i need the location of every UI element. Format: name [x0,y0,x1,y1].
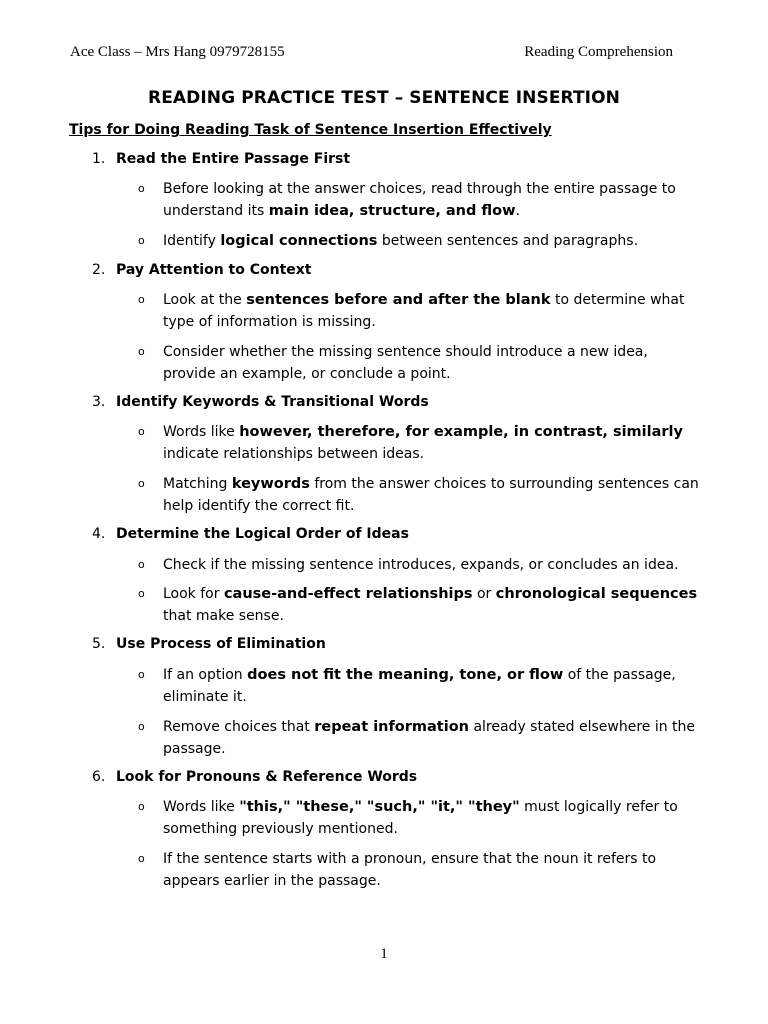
tip-number: 2. [92,262,106,278]
bullet-marker: o [138,425,145,438]
bullet-marker: o [138,477,145,490]
tip-number: 6. [92,769,106,785]
bullet-marker: o [138,587,145,600]
tip-heading-text: Pay Attention to Context [116,262,312,278]
bullet-marker: o [138,234,145,247]
bullet-marker: o [138,852,145,865]
tip-number: 5. [92,636,106,652]
tip-heading-text: Identify Keywords & Transitional Words [116,394,429,410]
bullet-marker: o [138,293,145,306]
bullet-marker: o [138,558,145,571]
bullet-marker: o [138,345,145,358]
page-title: READING PRACTICE TEST – SENTENCE INSERTION [148,88,620,108]
tip-3-heading [92,394,429,410]
tip-heading-text: Use Process of Elimination [116,636,326,652]
header-left: Ace Class – Mrs Hang 0979728155 [70,44,285,60]
bullet-marker: o [138,668,145,681]
header-right: Reading Comprehension [524,44,673,60]
tip-heading-text: Look for Pronouns & Reference Words [116,769,418,785]
tip-number: 3. [92,394,106,410]
page-number: 1 [380,946,388,962]
tip-heading-text: Read the Entire Passage First [116,151,351,167]
tip-1-heading [92,151,350,167]
bullet-marker: o [138,720,145,733]
bullet-marker: o [138,800,145,813]
tip-2-heading [92,262,312,278]
section-subtitle: Tips for Doing Reading Task of Sentence Insertion Effectively [69,122,552,138]
tip-4-heading [92,526,409,542]
tip-number: 1. [92,151,106,167]
tip-number: 4. [92,526,106,542]
tip-5-heading [92,636,326,652]
tip-heading-text: Determine the Logical Order of Ideas [116,526,409,542]
bullet-marker: o [138,182,145,195]
tip-6-heading [92,769,417,785]
